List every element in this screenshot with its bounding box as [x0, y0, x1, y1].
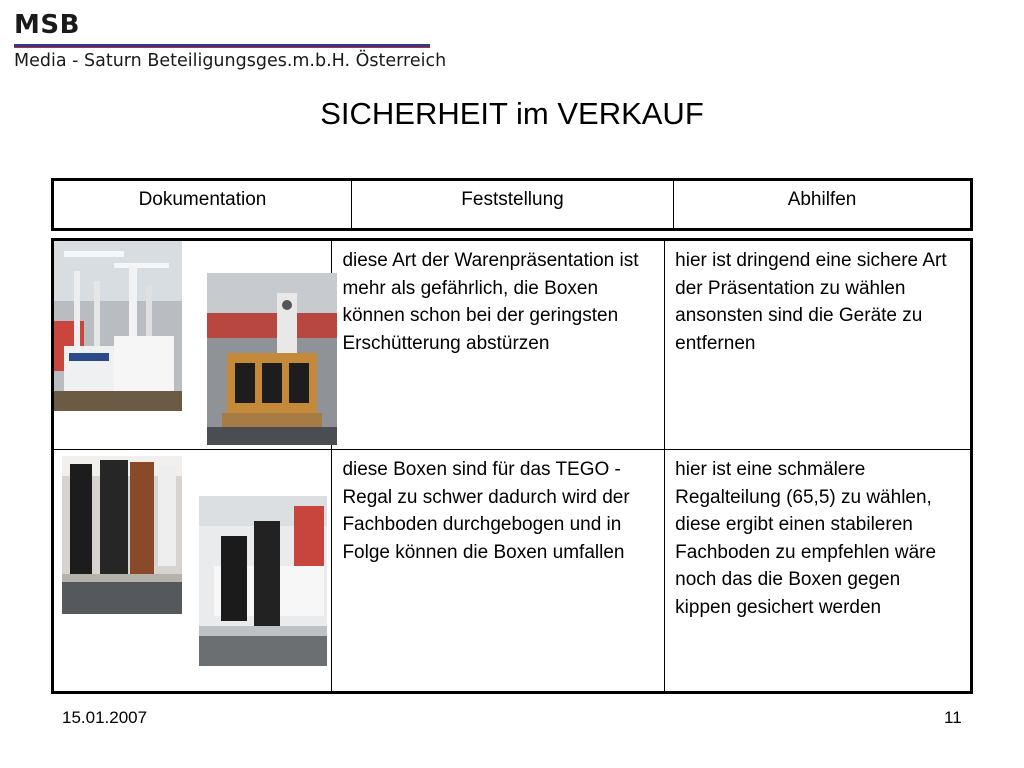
- company-logo: MSB: [14, 10, 80, 40]
- feststellung-cell: diese Art der Warenpräsentation ist mehr als gefährlich, die Boxen können schon bei der geringsten Erschütterung abstürzen: [332, 240, 665, 450]
- company-name: Media - Saturn Beteiligungsges.m.b.H. Österreich: [14, 51, 447, 71]
- table-header: [51, 178, 973, 231]
- logo-divider: [14, 44, 430, 48]
- documentation-cell: [53, 240, 332, 450]
- slide-title: SICHERHEIT im VERKAUF: [320, 96, 704, 131]
- findings-table: [51, 238, 973, 694]
- speaker-pallet-photo: [207, 273, 337, 445]
- denon-speaker-shelf-photo: [62, 456, 182, 614]
- table-row: [53, 240, 972, 450]
- column-header-feststellung: Feststellung: [351, 180, 673, 230]
- abhilfen-cell: hier ist eine schmälere Regalteilung (65,5) zu wählen, diese ergibt einen stabileren Fachboden zu empfehlen wäre noch das die Boxen gegen kippen gesichert werden: [665, 450, 972, 693]
- column-header-dokumentation: Dokumentation: [53, 180, 352, 230]
- documentation-cell: [53, 450, 332, 693]
- table-row: [53, 450, 972, 693]
- column-header-abhilfen: Abhilfen: [787, 189, 857, 210]
- feststellung-cell: diese Boxen sind für das TEGO - Regal zu schwer dadurch wird der Fachboden durchgebogen und in Folge können die Boxen umfallen: [332, 450, 665, 693]
- abhilfen-cell: hier ist dringend eine sichere Art der Präsentation zu wählen ansonsten sind die Geräte zu entfernen: [665, 240, 972, 450]
- footer-date: 15.01.2007: [62, 708, 148, 727]
- page-number: 11: [944, 708, 962, 727]
- tall-speaker-shelf-photo: [199, 496, 327, 666]
- store-display-photo: [54, 241, 182, 411]
